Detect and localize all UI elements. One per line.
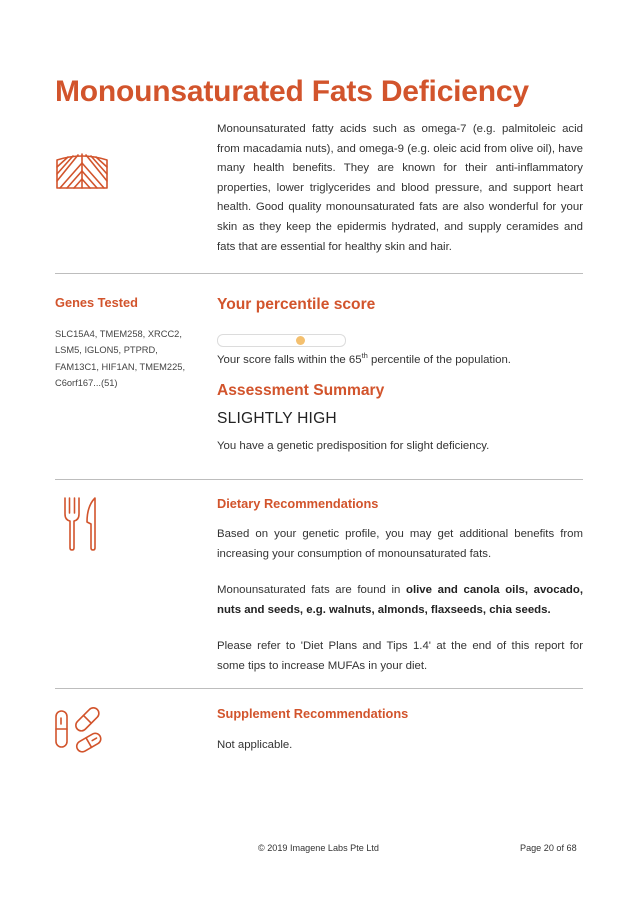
supplement-heading: Supplement Recommendations (217, 706, 409, 721)
percentile-heading: Your percentile score (217, 296, 376, 313)
page-title: Monounsaturated Fats Deficiency (55, 75, 529, 108)
divider (55, 479, 583, 480)
percentile-marker (296, 336, 305, 345)
dietary-heading: Dietary Recommendations (217, 496, 379, 511)
dietary-paragraph-2: Monounsaturated fats are found in olive and canola oils, avocado, nuts and seeds, e.g. walnuts, almonds, flaxseeds, chia seeds. (217, 584, 584, 616)
assessment-level: SLIGHTLY HIGH (217, 410, 337, 427)
footer-page-number: Page 20 of 68 (520, 843, 577, 853)
genes-tested-list: SLC15A4, TMEM258, XRCC2, LSM5, IGLON5, PTPRD, FAM13C1, HIF1AN, TMEM225, C6orf167...(51) (55, 329, 186, 389)
dietary-paragraph-3: Please refer to 'Diet Plans and Tips 1.4' at the end of this report for some tips to increase MUFAs in your diet. (217, 640, 583, 672)
assessment-text: You have a genetic predisposition for slight deficiency. (217, 440, 490, 452)
genes-tested-heading: Genes Tested (55, 295, 138, 310)
supplement-text: Not applicable. (217, 739, 293, 751)
fork-knife-icon (62, 496, 102, 552)
dietary-food-list: olive and canola oils, avocado, nuts and seeds, e.g. walnuts, almonds, flaxseeds, chia seeds. (217, 584, 584, 616)
divider (55, 688, 583, 689)
assessment-heading: Assessment Summary (217, 382, 385, 399)
intro-paragraph: Monounsaturated fatty acids such as omega-7 (e.g. palmitoleic acid from macadamia nuts), and omega-9 (e.g. oleic acid from olive oil), have many health benefits. They are known for their anti-inflammatory properties, lower triglycerides and blood pressure, and support heart health. Good quality monounsaturated fats are also wonderful for your skin as they keep the epidermis hydrated, and supply ceramides and fats that are essential for healthy skin and hair. (217, 123, 583, 253)
skin-layers-icon (54, 150, 110, 192)
footer-copyright: © 2019 Imagene Labs Pte Ltd (258, 843, 379, 853)
divider (55, 273, 583, 274)
percentile-text: Your score falls within the 65th percentile of the population. (217, 351, 511, 366)
dietary-paragraph-1: Based on your genetic profile, you may get additional benefits from increasing your consumption of monounsaturated fats. (217, 528, 583, 560)
pills-icon (54, 705, 106, 753)
